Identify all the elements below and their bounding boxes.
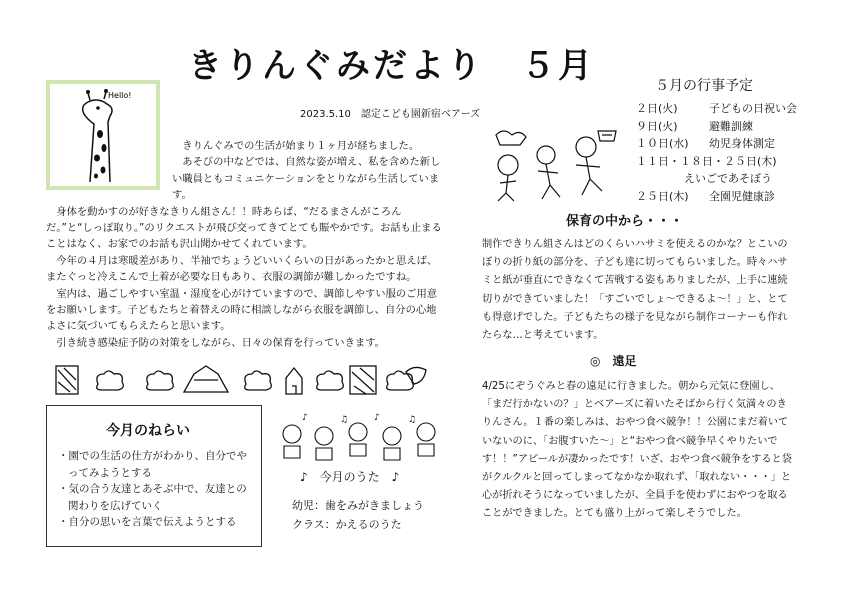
- aims-title: 今月のねらい: [106, 423, 190, 439]
- song-title: ♪ 今月のうた ♪: [300, 470, 400, 484]
- nursery-title: 保育の中から・・・: [566, 214, 684, 229]
- cloud-icon: [387, 371, 414, 390]
- newsletter-title: きりんぐみだより ５月: [188, 46, 595, 86]
- main-paragraph: 今年の４月は寒暖差があり、半袖でちょうどいいくらいの日があったかと思えば、またぐっと冷えこんで上着が必要な日もあり、衣服の調節が難しかったですね。: [46, 254, 438, 284]
- songs-list: [292, 496, 424, 534]
- excursion-article: [482, 378, 792, 524]
- event-item: えいごであそぼう: [684, 172, 772, 185]
- event-item: ９日(火) 避難訓練: [636, 119, 753, 133]
- excursion-paragraph: 4/25にぞうぐみと春の遠足に行きました。朝から元気に登園し、「まだ行かないの？」とベアーズに着いたそばから行く気満々のきりんさん。１番の楽しみは、おやつ食べ競争！！公園にまだ着いていないのに、「お腹すいた～」と“おやつ食べ競争早くやりたいです！！”アピールが凄かったです！いざ、おやつ食べ競争をすると袋がクルクルと回ってしまってなかなか取れず、「取れない・・・」と心が折れそうになっていましたが、全員手を使わずにおやつを取ることができました。とても盛り上がって楽しそうでした。: [482, 381, 792, 520]
- singing-children-illustration: [276, 412, 446, 462]
- cloud-icon: [317, 371, 344, 390]
- house-icon: [286, 368, 302, 394]
- date-line: 2023.5.10 認定こども園新宿ベアーズ: [300, 109, 481, 120]
- main-paragraph: 引き続き感染症予防の対策をしながら、日々の保育を行っていきます。: [56, 336, 385, 349]
- main-paragraph: 室内は、過ごしやすい室温・湿度を心がけていますので、調節しやすい服のご用意をお願いします。子どもたちと着替えの時に相談しながら衣服を調節し、自分の心地よさに気づいてもらえたらと思います。: [46, 287, 438, 333]
- event-item: １１日・１８日・２５日(木): [636, 154, 777, 168]
- event-item: ２日(火) 子どもの日祝い会: [636, 102, 797, 115]
- carp-streamer-icon: [406, 367, 426, 384]
- song-item: 幼児：歯をみがきましょう: [292, 499, 424, 512]
- nursery-paragraph: 制作できりん組さんはどのくらいハサミを使えるのかな？とこいのぼりの折り紙の部分を、子ども達に切ってもらいました。時々ハサミと紙が垂直にできなくて苦戦する姿もありましたが、上手に連続切りができていました！「すごいでしょ～できるよ～！」と、とても得意げでした。子どもたちの様子を見ながら制作コーナーも作れたらな…と考えています。: [482, 239, 788, 342]
- events-title: ５月の行事予定: [655, 78, 753, 94]
- cloud-icon: [245, 371, 272, 390]
- svg-text:♫: ♫: [408, 415, 417, 425]
- main-paragraph: 身体を動かすのが好きなきりん組さん！！時あらば、“だるまさんがころんだ。”と“しっぽ取り。”のリクエストが飛び交ってきてとても賑やかです。お話も止まることはなく、お家でのお話も沢山聞かせてくれています。: [46, 205, 442, 251]
- kabuto-helmet-icon: [184, 366, 228, 392]
- svg-text:♪: ♪: [374, 413, 380, 423]
- aim-item: ・気の合う友達とあそぶ中で、友達との関わりを広げていく: [58, 483, 247, 512]
- cloud-icon: [97, 371, 124, 390]
- event-item: ２５日(木) 全園児健康診: [636, 189, 775, 203]
- main-paragraph: あそびの中などでは、自然な姿が増え、私を含めた新しい職員ともコミュニケーションをとりながら生活しています。: [172, 156, 441, 202]
- aim-item: ・自分の思いを言葉で伝えようとする: [58, 516, 237, 528]
- svg-text:♪: ♪: [302, 413, 308, 423]
- decoration-row: [54, 362, 429, 398]
- main-article: [46, 138, 446, 351]
- event-item: １０日(水) 幼児身体測定: [636, 137, 775, 150]
- song-item: クラス：かえるのうた: [292, 518, 402, 531]
- aims-list: [58, 448, 254, 531]
- aim-item: ・園での生活の仕方がわかり、自分でやってみようとする: [58, 450, 247, 479]
- svg-text:♫: ♫: [340, 415, 349, 425]
- giraffe-speech: Hello!: [108, 91, 132, 100]
- main-paragraph: きりんぐみでの生活が始まり１ヶ月が経ちました。: [182, 140, 420, 152]
- nursery-article: [482, 236, 792, 345]
- events-list: [636, 100, 797, 205]
- cloud-icon: [147, 371, 174, 390]
- children-illustration: [486, 125, 621, 203]
- excursion-title: ◎ 遠足: [590, 354, 637, 368]
